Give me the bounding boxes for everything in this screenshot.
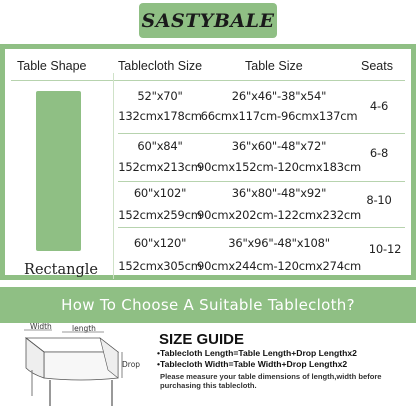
row-divider bbox=[118, 133, 405, 134]
size-guide-length-formula: •Tablecloth Length=Table Length+Drop Lengthx2 bbox=[157, 348, 357, 358]
header-divider bbox=[11, 80, 405, 81]
row4-table-cm: 90cmx244cm-120cmx274cm bbox=[197, 259, 361, 273]
row1-seats: 4-6 bbox=[369, 99, 389, 113]
size-table bbox=[0, 44, 416, 280]
row3-table-inches: 36"x80"-48"x92" bbox=[231, 186, 327, 200]
row-divider bbox=[118, 181, 405, 182]
row2-cloth-inches: 60"x84" bbox=[137, 139, 183, 153]
size-guide-title: SIZE GUIDE bbox=[159, 331, 245, 348]
size-guide-width-formula: •Tablecloth Width=Table Width+Drop Lengthx2 bbox=[157, 359, 348, 369]
rectangle-shape-swatch bbox=[36, 91, 81, 251]
guide-banner bbox=[0, 287, 416, 323]
row4-cloth-cm: 152cmx305cm bbox=[118, 259, 202, 273]
row4-cloth-inches: 60"x120" bbox=[133, 236, 187, 250]
brand-badge bbox=[139, 3, 277, 38]
size-guide-note: Please measure your table dimensions of length,width before purchasing this tablecloth. bbox=[160, 372, 382, 390]
row4-table-inches: 36"x96"-48"x108" bbox=[228, 236, 330, 250]
shape-label: Rectangle bbox=[24, 262, 98, 278]
row3-seats: 8-10 bbox=[366, 193, 392, 207]
shape-column-divider bbox=[113, 73, 114, 279]
row2-seats: 6-8 bbox=[369, 146, 389, 160]
row1-table-inches: 26"x46"-38"x54" bbox=[231, 89, 327, 103]
row1-cloth-inches: 52"x70" bbox=[137, 89, 183, 103]
row2-table-cm: 90cmx152cm-120cmx183cm bbox=[197, 160, 361, 174]
row3-cloth-cm: 152cmx259cm bbox=[118, 208, 202, 222]
brand-name: SASTYBALE bbox=[141, 9, 275, 32]
header-tablecloth-size: Tablecloth Size bbox=[118, 59, 203, 73]
row1-table-cm: 66cmx117cm-96cmx137cm bbox=[200, 109, 358, 123]
row-divider bbox=[118, 227, 405, 228]
row3-cloth-inches: 60"x102" bbox=[133, 186, 187, 200]
row1-cloth-cm: 132cmx178cm bbox=[118, 109, 202, 123]
drop-label: Drop bbox=[122, 360, 141, 369]
width-label: Width bbox=[30, 322, 52, 331]
header-seats: Seats bbox=[361, 59, 393, 73]
tablecloth-diagram bbox=[4, 322, 154, 410]
guide-banner-text: How To Choose A Suitable Tablecloth? bbox=[61, 296, 355, 314]
row4-seats: 10-12 bbox=[368, 242, 402, 256]
header-table-size: Table Size bbox=[245, 59, 303, 73]
row2-cloth-cm: 152cmx213cm bbox=[118, 160, 202, 174]
length-label: length bbox=[72, 324, 96, 333]
row2-table-inches: 36"x60"-48"x72" bbox=[231, 139, 327, 153]
row3-table-cm: 90cmx202cm-122cmx232cm bbox=[197, 208, 361, 222]
header-table-shape: Table Shape bbox=[17, 59, 87, 73]
